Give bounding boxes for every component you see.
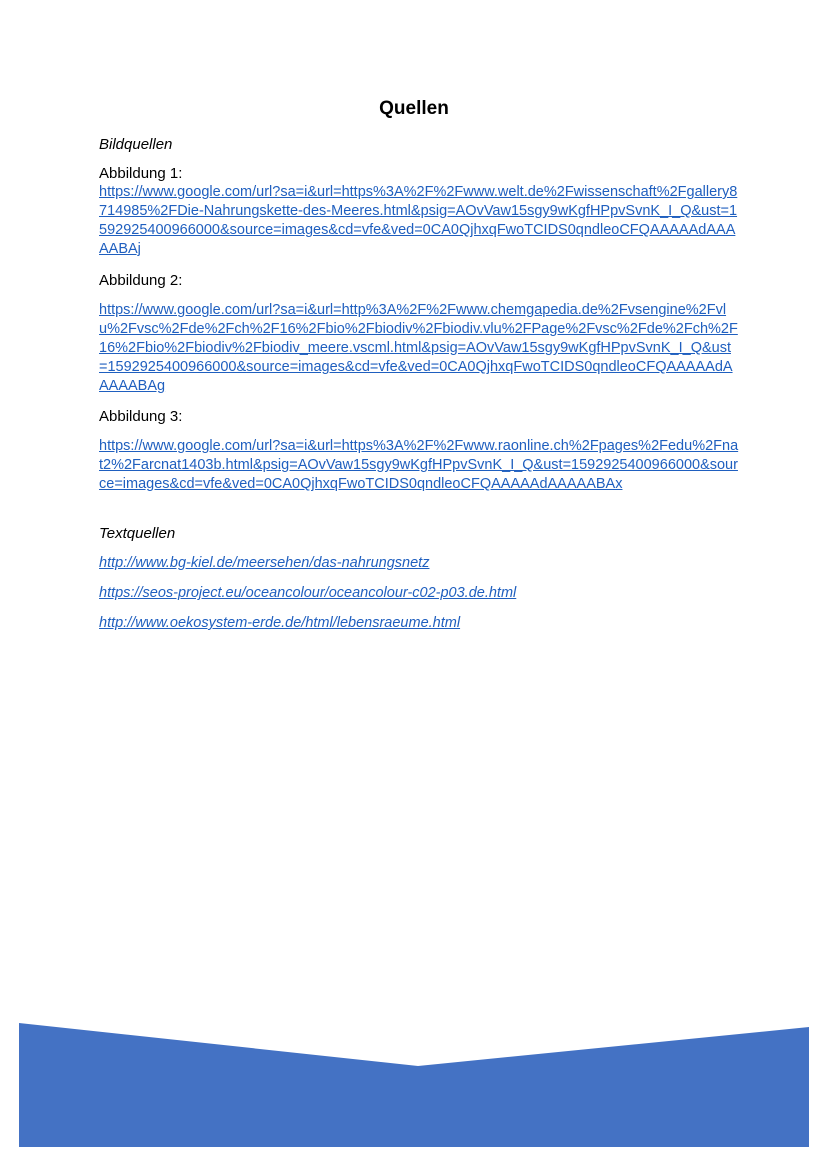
figure-3-label: Abbildung 3: — [99, 408, 183, 425]
text-source-link-3[interactable]: http://www.oekosystem-erde.de/html/lebensraeume.html — [99, 615, 461, 631]
footer-banner-shape — [19, 1023, 809, 1147]
text-sources-heading: Textquellen — [99, 525, 176, 542]
figure-1-label: Abbildung 1: — [99, 165, 183, 182]
figure-2-source-link[interactable]: https://www.google.com/url?sa=i&url=http%3A%2F%2Fwww.chemgapedia.de%2Fvsengine%2Fvlu%2Fvsc%2Fde%2Fch%2F16%2Fbio%2Fbiodiv%2Fbiodiv.vlu%2FPage%2Fvsc%2Fde%2Fch%2F16%2Fbio%2Fbiodiv%2Fbiodiv_meere.vscml.html&psig=AOvVaw15sgy9wKgfHPpvSvnK_I_Q&ust=1592925400966000&source=images&cd=vfe&ved=0CA0QjhxqFwoTCIDS0qndleoCFQAAAAAdAAAAABAg — [99, 302, 738, 394]
text-source-link-1[interactable]: http://www.bg-kiel.de/meersehen/das-nahrungsnetz — [99, 555, 430, 571]
page-title: Quellen — [379, 98, 449, 119]
figure-1-source-link[interactable]: https://www.google.com/url?sa=i&url=https%3A%2F%2Fwww.welt.de%2Fwissenschaft%2Fgallery8714985%2FDie-Nahrungskette-des-Meeres.html&psig=AOvVaw15sgy9wKgfHPpvSvnK_I_Q&ust=1592925400966000&source=images&cd=vfe&ved=0CA0QjhxqFwoTCIDS0qndleoCFQAAAAAdAAAAABAj — [99, 184, 738, 257]
image-sources-heading: Bildquellen — [99, 136, 173, 153]
text-source-link-2[interactable]: https://seos-project.eu/oceancolour/oceancolour-c02-p03.de.html — [99, 585, 517, 601]
figure-3-source-link[interactable]: https://www.google.com/url?sa=i&url=https%3A%2F%2Fwww.raonline.ch%2Fpages%2Fedu%2Fnat2%2Farcnat1403b.html&psig=AOvVaw15sgy9wKgfHPpvSvnK_I_Q&ust=1592925400966000&source=images&cd=vfe&ved=0CA0QjhxqFwoTCIDS0qndleoCFQAAAAAdAAAAABAx — [99, 438, 739, 492]
figure-2-label: Abbildung 2: — [99, 272, 183, 289]
